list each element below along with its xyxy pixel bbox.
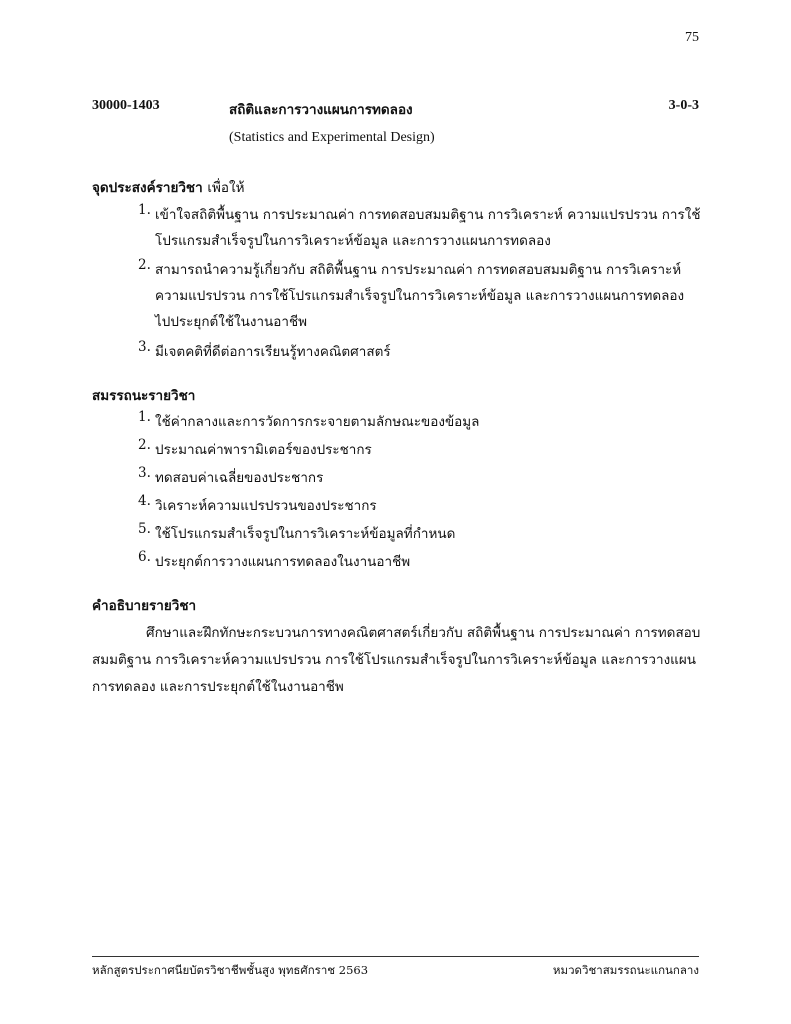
objective-line: โปรแกรมสำเร็จรูปในการวิเคราะห์ข้อมูล และการวางแผนการทดลอง (155, 233, 551, 249)
course-title-english: (Statistics and Experimental Design) (229, 130, 435, 145)
competency-item-5 (138, 521, 703, 547)
description-line: การทดลอง และการประยุกต์ใช้ในงานอาชีพ (92, 679, 344, 695)
objective-line: มีเจตคติที่ดีต่อการเรียนรู้ทางคณิตศาสตร์ (155, 344, 391, 360)
objective-line: ความแปรปรวน การใช้โปรแกรมสำเร็จรูปในการวิเคราะห์ข้อมูล และการวางแผนการทดลอง (155, 288, 685, 304)
course-title-thai: สถิติและการวางแผนการทดลอง (229, 102, 413, 118)
competency-text: วิเคราะห์ความแปรปรวนของประชากร (155, 498, 377, 514)
description-line: ศึกษาและฝึกทักษะกระบวนการทางคณิตศาสตร์เกี่ยวกับ สถิติพื้นฐาน การประมาณค่า การทดสอบ (146, 625, 701, 641)
competency-text: ประยุกต์การวางแผนการทดลองในงานอาชีพ (155, 554, 411, 570)
competency-item-6 (138, 549, 703, 575)
competency-text: ทดสอบค่าเฉลี่ยของประชากร (155, 470, 324, 486)
competency-number: 2. (138, 437, 151, 453)
competency-number: 4. (138, 493, 151, 509)
description-line: สมมติฐาน การวิเคราะห์ความแปรปรวน การใช้โปรแกรมสำเร็จรูปในการวิเคราะห์ข้อมูล และการวางแผน (92, 652, 697, 668)
competency-number: 5. (138, 521, 151, 537)
competency-number: 1. (138, 409, 151, 425)
objective-line: สามารถนำความรู้เกี่ยวกับ สถิติพื้นฐาน การประมาณค่า การทดสอบสมมติฐาน การวิเคราะห์ (155, 262, 682, 278)
objective-line: เข้าใจสถิติพื้นฐาน การประมาณค่า การทดสอบสมมติฐาน การวิเคราะห์ ความแปรปรวน การใช้ (155, 207, 701, 223)
footer-divider (92, 956, 699, 957)
competency-text: ใช้ค่ากลางและการวัดการกระจายตามลักษณะของข้อมูล (155, 414, 480, 430)
objectives-heading (92, 176, 245, 198)
footer-category: หมวดวิชาสมรรถนะแกนกลาง (552, 963, 699, 977)
competencies-heading: สมรรถนะรายวิชา (92, 388, 196, 404)
objective-item-3 (138, 339, 703, 365)
objectives-heading-suffix: เพื่อให้ (207, 180, 245, 196)
competency-item-4 (138, 493, 703, 519)
objective-item-1 (138, 202, 703, 254)
course-credits: 3-0-3 (668, 98, 699, 113)
competency-text: ใช้โปรแกรมสำเร็จรูปในการวิเคราะห์ข้อมูลที่กำหนด (155, 526, 456, 542)
objective-number: 3. (138, 339, 151, 355)
competency-item-2 (138, 437, 703, 463)
objective-item-2 (138, 257, 703, 335)
competency-number: 6. (138, 549, 151, 565)
page-number: 75 (685, 30, 699, 45)
competency-text: ประมาณค่าพารามิเตอร์ของประชากร (155, 442, 372, 458)
objective-number: 1. (138, 202, 151, 218)
competency-number: 3. (138, 465, 151, 481)
objective-number: 2. (138, 257, 151, 273)
course-code: 30000-1403 (92, 98, 160, 113)
objectives-heading-text: จุดประสงค์รายวิชา (92, 180, 203, 196)
objective-line: ไปประยุกต์ใช้ในงานอาชีพ (155, 314, 308, 330)
competency-item-1 (138, 409, 703, 435)
description-paragraph (92, 620, 702, 701)
description-heading: คำอธิบายรายวิชา (92, 598, 197, 614)
footer-curriculum: หลักสูตรประกาศนียบัตรวิชาชีพชั้นสูง พุทธศักราช 2563 (92, 963, 369, 977)
competency-item-3 (138, 465, 703, 491)
course-header (92, 98, 699, 118)
